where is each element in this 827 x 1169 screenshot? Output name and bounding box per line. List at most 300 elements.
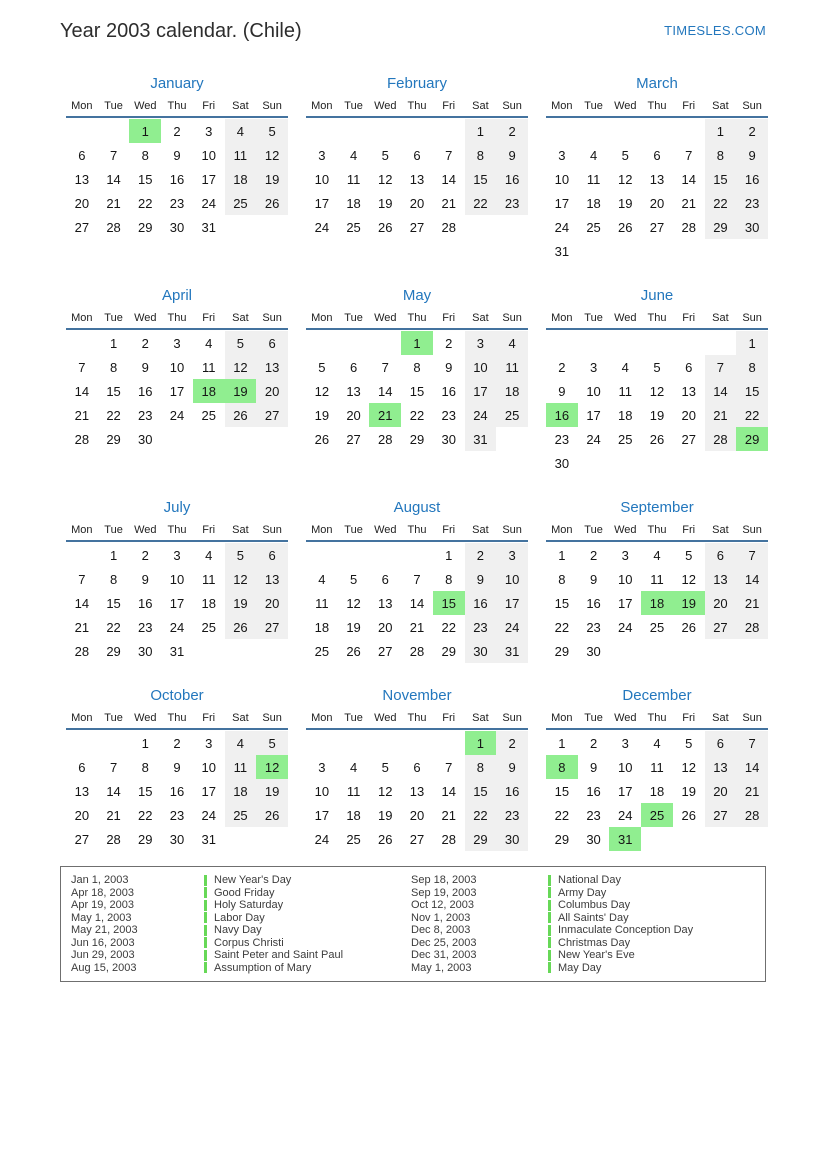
empty-day-cell — [546, 331, 578, 355]
day-of-week-header-row — [66, 523, 288, 542]
day-of-week-header: Thu — [407, 312, 427, 324]
day-of-week-header: Mon — [551, 524, 573, 536]
month-title: November — [382, 687, 452, 704]
day-cell: 25 — [225, 803, 257, 827]
legend-holiday-label: Christmas Day — [558, 936, 631, 949]
legend-date: Oct 12, 2003 — [411, 899, 474, 911]
day-cell: 5 — [225, 331, 257, 355]
day-cell: 17 — [201, 171, 216, 187]
month-june — [546, 286, 768, 475]
day-cell: 3 — [173, 547, 181, 563]
day-of-week-header: Thu — [647, 100, 667, 112]
day-cell: 5 — [381, 759, 389, 775]
site-logo-link[interactable]: TIMESLES.COM — [664, 23, 766, 38]
day-cell: 6 — [78, 147, 86, 163]
day-cell: 23 — [138, 407, 153, 423]
day-cell: 13 — [256, 355, 288, 379]
day-cell: 28 — [736, 803, 768, 827]
day-of-week-header: Sun — [742, 712, 762, 724]
legend-holiday-label: May Day — [558, 961, 602, 974]
day-cell: 2 — [173, 735, 181, 751]
day-of-week-header: Fri — [442, 312, 456, 324]
month-september — [546, 498, 768, 663]
holiday-day-cell: 12 — [256, 755, 288, 779]
legend-green-bar-icon — [204, 875, 207, 886]
day-cell: 23 — [465, 615, 497, 639]
day-cell: 8 — [141, 759, 149, 775]
day-cell: 27 — [409, 831, 425, 847]
day-of-week-header: Sat — [712, 712, 729, 724]
day-cell: 28 — [378, 431, 393, 447]
day-cell: 2 — [173, 123, 181, 139]
day-cell: 19 — [225, 591, 257, 615]
day-cell: 23 — [169, 807, 185, 823]
day-of-week-header-row — [306, 311, 528, 330]
day-cell: 27 — [346, 431, 361, 447]
day-cell: 23 — [586, 807, 601, 823]
day-cell: 29 — [106, 643, 121, 659]
empty-day-cell — [306, 119, 338, 143]
month-july — [66, 498, 288, 663]
day-cell: 10 — [618, 571, 633, 587]
legend-date: Nov 1, 2003 — [411, 911, 471, 924]
day-cell: 3 — [173, 335, 181, 351]
day-cell: 7 — [381, 359, 389, 375]
day-cell: 30 — [554, 455, 570, 471]
day-of-week-header-row — [66, 711, 288, 730]
day-of-week-header: Sun — [502, 312, 522, 324]
day-cell: 19 — [314, 407, 330, 423]
legend-holiday-label: Corpus Christi — [214, 936, 284, 949]
day-cell: 16 — [441, 383, 456, 399]
day-cell: 27 — [681, 431, 696, 447]
holiday-day-cell: 1 — [401, 331, 433, 355]
day-cell: 16 — [138, 595, 153, 611]
legend-green-bar-icon — [204, 962, 207, 973]
day-cell: 11 — [496, 355, 528, 379]
legend-green-bar-icon — [548, 937, 551, 948]
day-of-week-header: Thu — [407, 712, 427, 724]
day-of-week-header-row — [66, 311, 288, 330]
day-cell: 2 — [141, 335, 149, 351]
day-cell: 3 — [205, 123, 213, 139]
day-cell: 7 — [736, 731, 768, 755]
day-cell: 13 — [378, 595, 393, 611]
holiday-day-cell: 29 — [736, 427, 768, 451]
day-cell: 20 — [649, 195, 665, 211]
day-of-week-header: Tue — [584, 712, 603, 724]
day-cell: 21 — [736, 779, 768, 803]
days-grid — [306, 543, 528, 663]
month-october — [66, 686, 288, 851]
day-of-week-header: Fri — [202, 100, 216, 112]
empty-day-cell — [66, 119, 98, 143]
holiday-day-cell: 1 — [465, 731, 497, 755]
day-cell: 19 — [378, 195, 393, 211]
day-cell: 24 — [465, 403, 497, 427]
day-cell: 4 — [225, 119, 257, 143]
day-cell: 1 — [109, 547, 118, 563]
month-title: August — [393, 499, 441, 516]
day-cell: 29 — [554, 831, 570, 847]
day-cell: 30 — [138, 643, 153, 659]
day-of-week-header: Sun — [502, 524, 522, 536]
months-grid — [66, 74, 768, 851]
month-title: September — [620, 499, 694, 516]
day-cell: 18 — [225, 167, 257, 191]
day-cell: 19 — [649, 407, 665, 423]
month-december — [546, 686, 768, 851]
day-cell: 11 — [346, 171, 361, 187]
day-cell: 11 — [650, 759, 664, 775]
day-cell: 10 — [586, 383, 601, 399]
day-cell: 20 — [74, 195, 90, 211]
day-cell: 4 — [318, 571, 326, 587]
day-cell: 7 — [685, 147, 693, 163]
day-cell: 2 — [465, 543, 497, 567]
day-cell: 15 — [736, 379, 768, 403]
day-of-week-header: Sat — [472, 712, 489, 724]
day-cell: 6 — [381, 571, 389, 587]
legend-holiday-label: National Day — [558, 874, 621, 886]
day-cell: 18 — [225, 779, 257, 803]
day-cell: 16 — [169, 783, 185, 799]
legend-holiday-name — [204, 874, 411, 887]
days-grid — [306, 119, 528, 239]
day-cell: 27 — [705, 803, 737, 827]
day-cell: 19 — [618, 195, 633, 211]
day-cell: 8 — [465, 143, 497, 167]
legend-date: Jun 16, 2003 — [71, 936, 135, 949]
day-cell: 22 — [106, 407, 121, 423]
day-of-week-header: Fri — [682, 312, 696, 324]
day-cell: 14 — [106, 171, 121, 187]
day-of-week-header: Fri — [442, 524, 456, 536]
day-cell: 25 — [201, 407, 216, 423]
day-of-week-header: Wed — [134, 524, 157, 536]
legend-date: Apr 18, 2003 — [71, 886, 134, 899]
day-cell: 5 — [621, 147, 629, 163]
day-cell: 9 — [496, 143, 528, 167]
day-cell: 5 — [685, 735, 693, 751]
day-cell: 15 — [138, 171, 153, 187]
legend-green-bar-icon — [548, 950, 551, 961]
day-cell: 26 — [225, 615, 257, 639]
day-of-week-header: Tue — [104, 312, 123, 324]
day-cell: 21 — [74, 619, 90, 635]
day-cell: 8 — [465, 755, 497, 779]
day-cell: 13 — [705, 755, 737, 779]
legend-green-bar-icon — [204, 937, 207, 948]
day-cell: 28 — [74, 431, 90, 447]
day-cell: 18 — [346, 195, 361, 211]
legend-green-bar-icon — [204, 925, 207, 936]
day-cell: 4 — [589, 147, 598, 163]
day-of-week-header: Fri — [682, 524, 696, 536]
day-cell: 4 — [349, 759, 358, 775]
day-cell: 29 — [409, 431, 425, 447]
day-of-week-header: Fri — [682, 712, 696, 724]
day-cell: 13 — [649, 171, 665, 187]
day-cell: 8 — [141, 147, 149, 163]
day-cell: 23 — [496, 803, 528, 827]
day-cell: 28 — [106, 219, 121, 235]
day-cell: 7 — [78, 359, 86, 375]
month-title: February — [386, 75, 448, 92]
empty-day-cell — [369, 731, 401, 755]
legend-holiday-label: Holy Saturday — [214, 899, 284, 911]
day-of-week-header: Tue — [344, 312, 363, 324]
month-january — [66, 74, 288, 239]
day-of-week-header: Mon — [311, 524, 333, 536]
day-cell: 6 — [705, 731, 737, 755]
day-of-week-header: Mon — [71, 100, 93, 112]
day-cell: 12 — [649, 383, 665, 399]
empty-day-cell — [433, 731, 465, 755]
legend-holiday-label: Inmaculate Conception Day — [558, 924, 694, 936]
day-cell: 26 — [256, 191, 288, 215]
day-of-week-header-row — [546, 99, 768, 118]
empty-day-cell — [98, 119, 130, 143]
day-cell: 15 — [138, 783, 153, 799]
day-cell: 8 — [445, 571, 453, 587]
holiday-legend-grid — [71, 874, 765, 974]
day-cell: 9 — [558, 383, 566, 399]
day-cell: 10 — [201, 759, 216, 775]
day-cell: 5 — [349, 571, 358, 587]
day-cell: 30 — [169, 219, 185, 235]
day-of-week-header: Mon — [551, 312, 573, 324]
day-cell: 9 — [465, 567, 497, 591]
day-cell: 30 — [441, 431, 456, 447]
legend-holiday-label: Army Day — [558, 886, 607, 899]
day-cell: 16 — [465, 591, 497, 615]
day-cell: 12 — [681, 759, 696, 775]
day-cell: 18 — [346, 807, 361, 823]
day-cell: 3 — [589, 359, 598, 375]
day-cell: 13 — [346, 383, 361, 399]
day-cell: 25 — [346, 831, 361, 847]
day-of-week-header: Sat — [472, 312, 489, 324]
day-cell: 18 — [618, 407, 633, 423]
day-cell: 1 — [736, 331, 768, 355]
day-cell: 24 — [618, 807, 633, 823]
day-cell: 6 — [256, 543, 288, 567]
day-of-week-header-row — [306, 99, 528, 118]
day-cell: 21 — [681, 195, 696, 211]
day-cell: 15 — [554, 783, 570, 799]
day-cell: 21 — [736, 591, 768, 615]
day-cell: 10 — [618, 759, 633, 775]
day-cell: 28 — [106, 831, 121, 847]
empty-day-cell — [66, 331, 98, 355]
day-cell: 14 — [736, 755, 768, 779]
day-cell: 17 — [586, 407, 601, 423]
day-cell: 25 — [586, 219, 601, 235]
day-cell: 10 — [314, 783, 330, 799]
day-cell: 11 — [315, 595, 329, 611]
day-cell: 17 — [169, 383, 185, 399]
month-february — [306, 74, 528, 239]
day-cell: 30 — [586, 643, 601, 659]
holiday-day-cell: 8 — [546, 755, 578, 779]
day-cell: 27 — [74, 219, 90, 235]
day-cell: 9 — [736, 143, 768, 167]
day-cell: 6 — [705, 543, 737, 567]
legend-holiday-label: Saint Peter and Saint Paul — [214, 949, 344, 961]
day-cell: 10 — [169, 359, 185, 375]
day-of-week-header: Thu — [647, 524, 667, 536]
legend-green-bar-icon — [204, 900, 207, 911]
day-of-week-header: Wed — [134, 100, 157, 112]
day-cell: 7 — [736, 543, 768, 567]
day-cell: 2 — [589, 547, 598, 563]
day-cell: 16 — [736, 167, 768, 191]
day-cell: 31 — [201, 219, 216, 235]
day-of-week-header: Wed — [614, 524, 637, 536]
day-of-week-header: Wed — [374, 312, 397, 324]
day-cell: 2 — [589, 735, 598, 751]
days-grid — [546, 731, 768, 851]
day-cell: 7 — [109, 147, 118, 163]
day-cell: 22 — [705, 191, 737, 215]
day-cell: 10 — [465, 355, 497, 379]
day-cell: 1 — [558, 735, 566, 751]
day-cell: 24 — [314, 219, 330, 235]
day-cell: 17 — [554, 195, 570, 211]
empty-day-cell — [66, 543, 98, 567]
holiday-day-cell: 15 — [433, 591, 465, 615]
month-title: October — [150, 687, 204, 704]
day-cell: 9 — [589, 571, 598, 587]
legend-holiday-name — [204, 924, 411, 937]
legend-holiday-label: Assumption of Mary — [214, 961, 312, 974]
legend-green-bar-icon — [204, 887, 207, 898]
day-cell: 25 — [201, 619, 216, 635]
day-cell: 9 — [445, 359, 453, 375]
day-cell: 9 — [141, 571, 149, 587]
day-cell: 22 — [441, 619, 456, 635]
day-cell: 21 — [106, 195, 121, 211]
legend-holiday-name — [548, 912, 765, 925]
day-cell: 25 — [649, 619, 665, 635]
day-of-week-header: Mon — [311, 100, 333, 112]
day-cell: 5 — [318, 359, 326, 375]
day-cell: 9 — [173, 147, 181, 163]
holiday-day-cell: 19 — [673, 591, 705, 615]
day-cell: 18 — [314, 619, 330, 635]
days-grid — [546, 119, 768, 263]
days-grid — [546, 331, 768, 475]
day-cell: 18 — [586, 195, 601, 211]
legend-holiday-name — [204, 887, 411, 900]
legend-green-bar-icon — [204, 912, 207, 923]
day-of-week-header-row — [546, 311, 768, 330]
day-cell: 6 — [349, 359, 358, 375]
day-cell: 24 — [496, 615, 528, 639]
day-cell: 30 — [586, 831, 601, 847]
legend-date: May 1, 2003 — [411, 961, 472, 974]
day-cell: 10 — [169, 571, 185, 587]
day-of-week-header-row — [546, 523, 768, 542]
day-cell: 6 — [653, 147, 661, 163]
day-cell: 11 — [201, 571, 216, 587]
day-cell: 13 — [74, 171, 90, 187]
legend-date: Dec 25, 2003 — [411, 936, 477, 949]
day-cell: 29 — [106, 431, 121, 447]
days-grid — [66, 731, 288, 851]
day-cell: 17 — [201, 783, 216, 799]
day-cell: 14 — [106, 783, 121, 799]
legend-holiday-name — [204, 962, 411, 975]
days-grid — [546, 543, 768, 663]
day-cell: 30 — [496, 827, 528, 851]
day-cell: 7 — [413, 571, 421, 587]
day-cell: 1 — [141, 735, 149, 751]
day-cell: 28 — [681, 219, 696, 235]
day-cell: 24 — [586, 431, 601, 447]
day-cell: 31 — [465, 427, 497, 451]
day-cell: 17 — [618, 595, 633, 611]
day-cell: 5 — [653, 359, 661, 375]
day-of-week-header: Sat — [712, 312, 729, 324]
day-cell: 22 — [409, 407, 425, 423]
day-cell: 20 — [256, 379, 288, 403]
day-of-week-header: Mon — [71, 524, 93, 536]
day-of-week-header: Tue — [584, 524, 603, 536]
day-cell: 11 — [225, 755, 257, 779]
day-cell: 17 — [496, 591, 528, 615]
day-cell: 21 — [106, 807, 121, 823]
day-cell: 15 — [409, 383, 425, 399]
day-cell: 5 — [685, 547, 693, 563]
day-cell: 30 — [736, 215, 768, 239]
legend-holiday-name — [548, 874, 765, 887]
day-cell: 24 — [618, 619, 633, 635]
legend-holiday-name — [548, 962, 765, 975]
day-cell: 26 — [256, 803, 288, 827]
day-cell: 17 — [169, 595, 185, 611]
day-cell: 4 — [225, 731, 257, 755]
day-cell: 13 — [409, 171, 425, 187]
day-cell: 8 — [109, 571, 118, 587]
day-cell: 26 — [225, 403, 257, 427]
day-cell: 22 — [106, 619, 121, 635]
day-cell: 9 — [589, 759, 598, 775]
holiday-day-cell: 1 — [129, 119, 161, 143]
day-cell: 4 — [349, 147, 358, 163]
day-of-week-header: Sat — [712, 100, 729, 112]
day-cell: 25 — [314, 643, 330, 659]
day-cell: 3 — [621, 735, 629, 751]
legend-date: Jun 29, 2003 — [71, 949, 135, 961]
month-title: January — [150, 75, 204, 92]
day-cell: 2 — [736, 119, 768, 143]
legend-green-bar-icon — [204, 950, 207, 961]
day-cell: 17 — [465, 379, 497, 403]
day-cell: 20 — [705, 591, 737, 615]
empty-day-cell — [609, 331, 641, 355]
day-cell: 27 — [649, 219, 665, 235]
day-cell: 16 — [496, 779, 528, 803]
day-cell: 26 — [314, 431, 330, 447]
days-grid — [66, 331, 288, 451]
day-cell: 29 — [705, 215, 737, 239]
day-cell: 19 — [346, 619, 361, 635]
day-cell: 16 — [496, 167, 528, 191]
empty-day-cell — [609, 119, 641, 143]
day-cell: 26 — [346, 643, 361, 659]
